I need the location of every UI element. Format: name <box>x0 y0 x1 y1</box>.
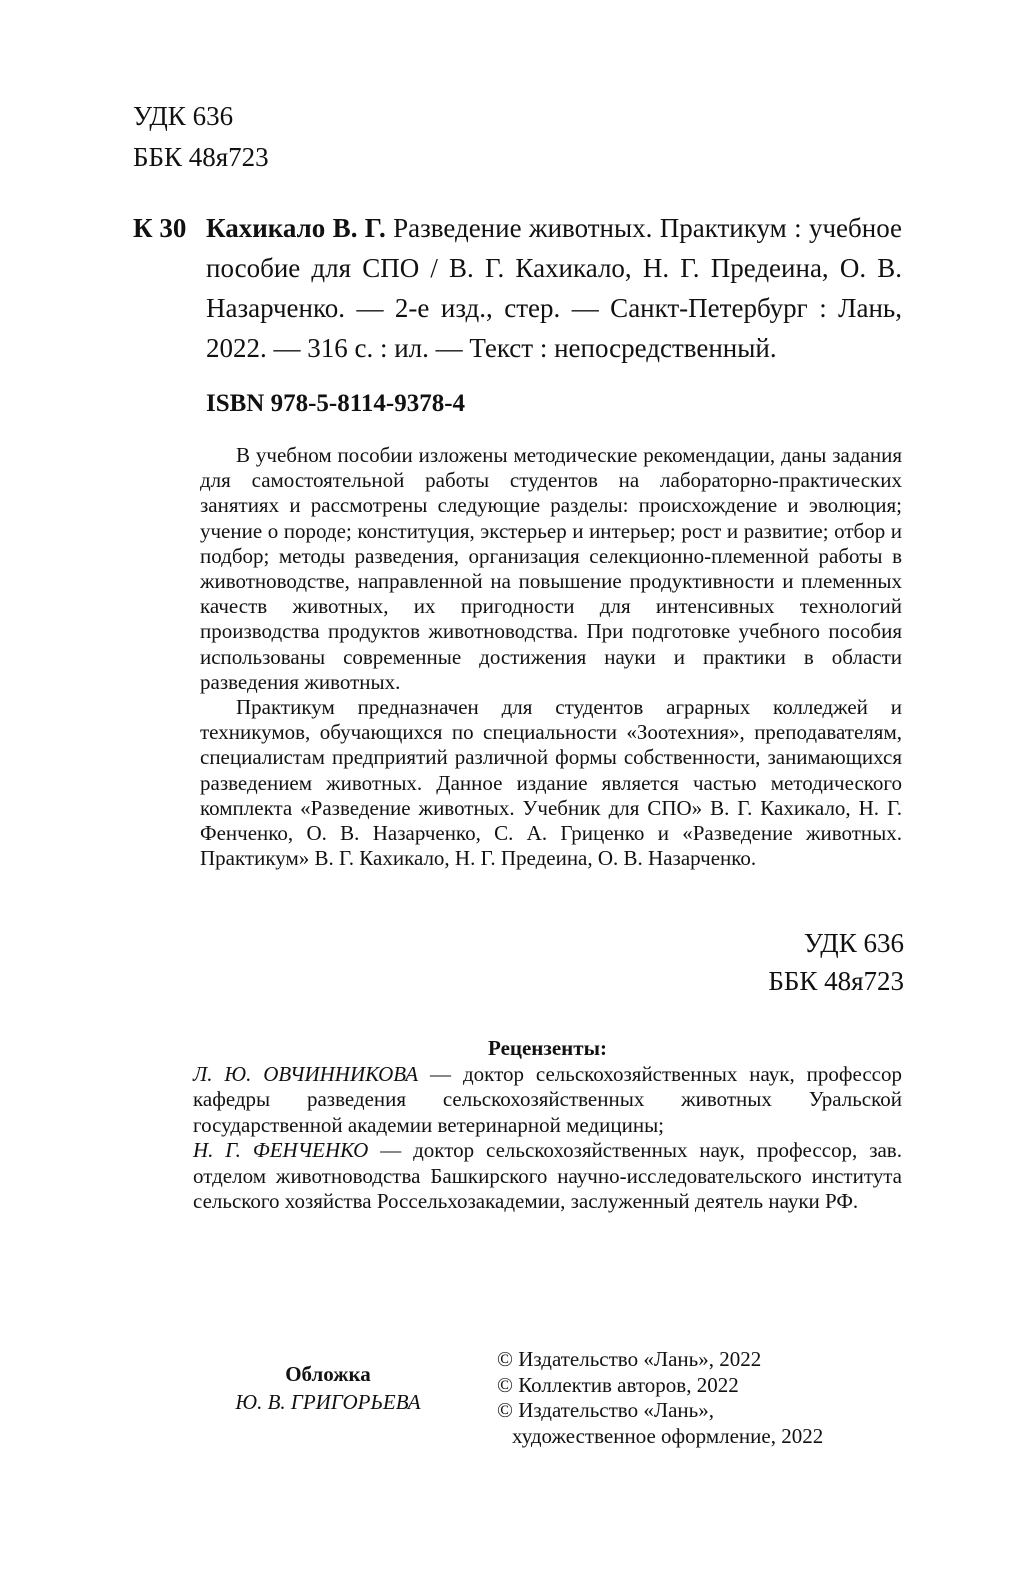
reviewer-entry <box>193 1062 902 1139</box>
reviewer-description: — доктор сельскохозяйственных наук, профессор, зав. отделом животноводства Башкирского научно-исследовательского института сельского хозяйства Россельхозакадемии, заслуженный деятель науки РФ. <box>193 1138 902 1213</box>
bbk-code: ББК 48я723 <box>768 966 904 996</box>
reviewers-section <box>193 1036 902 1215</box>
author-name: Кахикало В. Г. <box>206 213 386 243</box>
copyright-line: © Издательство «Лань», 2022 <box>497 1347 762 1371</box>
udk-code: УДК 636 <box>803 928 904 958</box>
copyright-line: художественное оформление, 2022 <box>512 1423 824 1448</box>
reviewer-entry <box>193 1138 902 1215</box>
bbk-code: ББК 48я723 <box>133 142 269 172</box>
reviewer-name: Н. Г. ФЕНЧЕНКО <box>193 1138 369 1162</box>
cover-credit <box>193 1360 463 1416</box>
udk-code: УДК 636 <box>133 101 234 131</box>
reviewer-name: Л. Ю. ОВЧИННИКОВА <box>193 1061 419 1086</box>
copyright-line: © Коллектив авторов, 2022 <box>497 1372 739 1397</box>
copyright-block <box>497 1347 823 1449</box>
reviewer-description: — доктор сельскохозяйственных наук, профессор кафедры разведения сельскохозяйственных животных Уральской государственной академии ветеринарной медицины; <box>193 1061 903 1137</box>
reviewers-heading: Рецензенты: <box>488 1036 607 1060</box>
classification-bottom <box>768 924 904 1000</box>
classification-top <box>133 96 269 178</box>
cover-designer: Ю. В. ГРИГОРЬЕВА <box>235 1390 421 1414</box>
abstract <box>200 443 902 871</box>
copyright-line: © Издательство «Лань», <box>497 1398 714 1422</box>
isbn: ISBN 978-5-8114-9378-4 <box>206 390 466 417</box>
cover-label: Обложка <box>285 1362 371 1386</box>
author-mark: К 30 <box>133 213 187 243</box>
bibliographic-description: Разведение животных. Практикум : учебное пособие для СПО / В. Г. Кахикало, Н. Г. Предеина, О. В. Назарченко. — 2-е изд., стер. — Санкт-Петербург : Лань, 2022. — 316 с. : ил. — Текст : непосредственный. <box>206 213 903 363</box>
bibliographic-record <box>206 208 902 368</box>
abstract-paragraph: Практикум предназначен для студентов аграрных колледжей и техникумов, обучающихся по специальности «Зоотехния», преподавателям, специалистам предприятий различной формы собственности, занимающихся разведением животных. Данное издание является частью методического комплекта «Разведение животных. Учебник для СПО» В. Г. Кахикало, Н. Г. Фенченко, О. В. Назарченко, С. А. Гриценко и «Разведение животных. Практикум» В. Г. Кахикало, Н. Г. Предеина, О. В. Назарченко. <box>200 695 902 871</box>
abstract-paragraph: В учебном пособии изложены методические рекомендации, даны задания для самостоятельной работы студентов на лабораторно-практических занятиях и рассмотрены следующие разделы: происхождение и эволюция; учение о породе; конституция, экстерьер и интерьер; рост и развитие; отбор и подбор; методы разведения, организация селекционно-племенной работы в животноводстве, направленной на повышение продуктивности и племенных качеств животных, их пригодности для интенсивных технологий производства продуктов животноводства. При подготовке учебного пособия использованы современные достижения науки и практики в области разведения животных. <box>200 443 902 694</box>
